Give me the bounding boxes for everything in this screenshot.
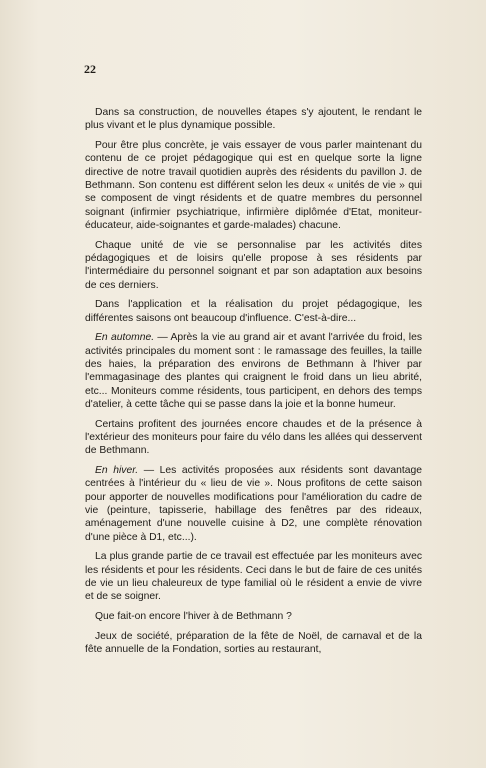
- paragraph-text: Que fait-on encore l'hiver à de Bethmann ?: [95, 611, 292, 623]
- paragraph: [85, 610, 422, 623]
- paragraph: [85, 298, 422, 325]
- paragraph-text: — Les activités proposées aux résidents sont davantage centrées à l'intérieur du « lieu de vie ». Nous profitons de cette saison pour apporter de nouvelles modifications pour l'amélioration du cadre de vie (peinture, tapisserie, habillage des fenêtres par des rideaux, aménagement d'une nouvelle cuisine à D2, une complète rénovation d'une pièce à D1, etc...).: [85, 465, 423, 543]
- paragraph: [85, 106, 422, 133]
- paragraph-text: Jeux de société, préparation de la fête de Noël, de carnaval et de la fête annuelle de la Fondation, sorties au restaurant,: [85, 630, 422, 656]
- paragraph: [85, 550, 422, 603]
- paragraph: [85, 630, 422, 657]
- page-number: 22: [84, 62, 96, 76]
- paragraph: [85, 139, 422, 232]
- season-heading-autumn: En automne.: [95, 332, 155, 344]
- paragraph-text: Certains profitent des journées encore chaudes et de la présence à l'extérieur des moniteurs pour faire du vélo dans les allées qui desservent de Bethmann.: [85, 418, 422, 457]
- body-text: [85, 106, 422, 663]
- paragraph-text: — Après la vie au grand air et avant l'arrivée du froid, les activités principales du moment sont : le ramassage des feuilles, la taille des haies, la préparation des environs de Bethmann à l'hiver par l'emmagasinage des plantes qui craignent le froid dans un lieu abrité, etc... Moniteurs comme résidents, tous participent, en dehors des temps d'atelier, à cette tâche qui se passe dans la joie et la bonne humeur.: [85, 332, 422, 410]
- paragraph-autumn: [85, 331, 422, 411]
- paragraph-text: Dans l'application et la réalisation du projet pédagogique, les différentes saisons ont beaucoup d'influence. C'est-à-dire...: [85, 299, 422, 324]
- paragraph-winter: [85, 464, 422, 544]
- paragraph-text: Pour être plus concrète, je vais essayer de vous parler maintenant du contenu de ce projet pédagogique qui est en quelque sorte la ligne directive de notre travail quotidien auprès des résidents du pavillon J. de Bethmann. Son contenu est différent selon les deux « unités de vie » qui se composent de vingt résidents et de quatre membres du personnel soignant (infirmier psychiatrique, infirmière diplômée d'Etat, moniteur-éducateur, aide-soignantes et garde-malades) chacune.: [85, 140, 422, 231]
- season-heading-winter: En hiver.: [95, 465, 139, 477]
- paragraph: [85, 418, 422, 458]
- paragraph-text: Dans sa construction, de nouvelles étapes s'y ajoutent, le rendant le plus vivant et le plus dynamique possible.: [85, 107, 422, 132]
- paragraph-text: Chaque unité de vie se personnalise par les activités dites pédagogiques et de loisirs qu'elle propose à ses résidents par l'intermédiaire du personnel soignant et par son adaptation aux besoins de ces derniers.: [85, 239, 422, 291]
- paragraph-text: La plus grande partie de ce travail est effectuée par les moniteurs avec les résidents et pour les résidents. Ceci dans le but de faire de ces unités de vie un lieu chaleureux de type familial où le résident a envie de vivre et de se soigner.: [85, 551, 422, 603]
- paragraph: [85, 239, 422, 292]
